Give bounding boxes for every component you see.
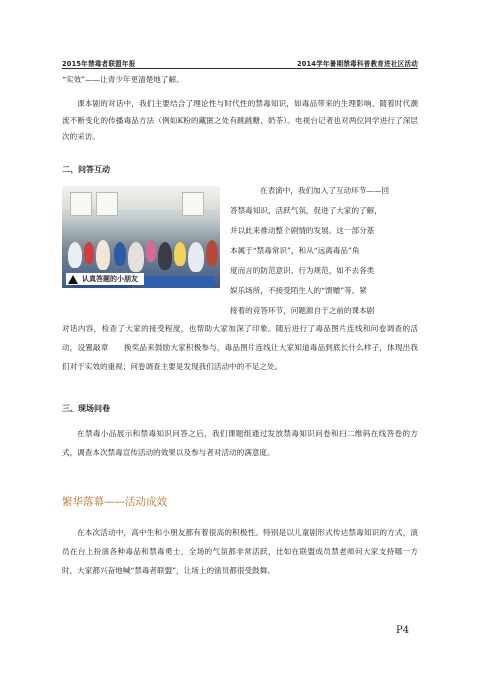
photo-window — [96, 192, 118, 216]
triangle-up-icon — [68, 275, 78, 284]
paragraph-1: 课本剧的对话中，我们主要结合了理论性与时代性的禁毒知识，如毒品带来的生理影响、随着时代潮流不断变化的传播毒品方法（例如K粉的藏匿之处有跳跳糖、奶茶）。电视台记者也对两位同学进行了深层次的采访。 — [62, 99, 418, 141]
qa-line-4: 本属于“禁毒常识”，和从“远离毒品”角 — [230, 246, 360, 255]
qa-line-1: 在表演中，我们加入了互动环节——回 — [260, 186, 390, 195]
intro-line: “实效”——让青少年更清楚地了解。 — [62, 75, 184, 84]
section-title-results: 繁华落幕——活动成效 — [62, 496, 167, 508]
photo-caption — [66, 273, 144, 285]
heading-survey: 三、现场问卷 — [62, 404, 110, 413]
qa-line-5: 度而言的防范意识、行为规范，如不去各类 — [230, 266, 375, 275]
qa-line-2: 答禁毒知识，活跃气氛，促进了大家的了解， — [230, 206, 382, 215]
qa-line-6: 娱乐场所，不接受陌生人的“馈赠”等。紧 — [230, 286, 367, 295]
header-left: 2015年禁毒者联盟年报 — [62, 60, 136, 68]
results-paragraph: 在本次活动中，高中生和小朋友都有着很高的积极性。特别是以儿童剧形式传达禁毒知识的方式，演员在台上扮演各种毒品和禁毒勇士，全场的气氛都非常活跃，比如在联盟成员禁老师问大家支持哪一方时，大家都兴奋地喊“禁毒者联盟”，让场上的演员都很受鼓舞。 — [62, 528, 418, 575]
photo-window — [70, 192, 92, 216]
photo-caption-text: 认真答题的小朋友 — [82, 275, 138, 283]
header-bar — [62, 58, 418, 68]
qa-line-7: 接着的竞答环节，问题源自于之前的课本剧 — [230, 306, 375, 315]
photo-window — [182, 192, 204, 216]
header-right: 2014学年暑期禁毒科普教育进社区活动 — [296, 60, 418, 68]
qa-continuation: 对话内容，检查了大家的接受程度，也帮助大家加深了印象。随后进行了毒品图片连线和问卷调查的活动，设置敲章 换奖品来鼓励大家积极参与，毒品图片连线让大家知道毒品到底长什么样子，体现出我们对于实效的重视；问卷调查主要是发现我们活动中的不足之处。 — [62, 324, 418, 371]
heading-qa: 二、问答互动 — [62, 165, 110, 174]
qa-line-3: 并以此来推动整个剧情的发展。这一部分基 — [230, 226, 375, 235]
page-number: P4 — [396, 625, 410, 636]
survey-paragraph: 在禁毒小品展示和禁毒知识问答之后，我们课题组通过发放禁毒知识问卷和扫二维码在线答卷的方式，调查本次禁毒宣传活动的效果以及参与者对活动的满意度。 — [62, 429, 418, 457]
header-divider — [62, 68, 418, 69]
